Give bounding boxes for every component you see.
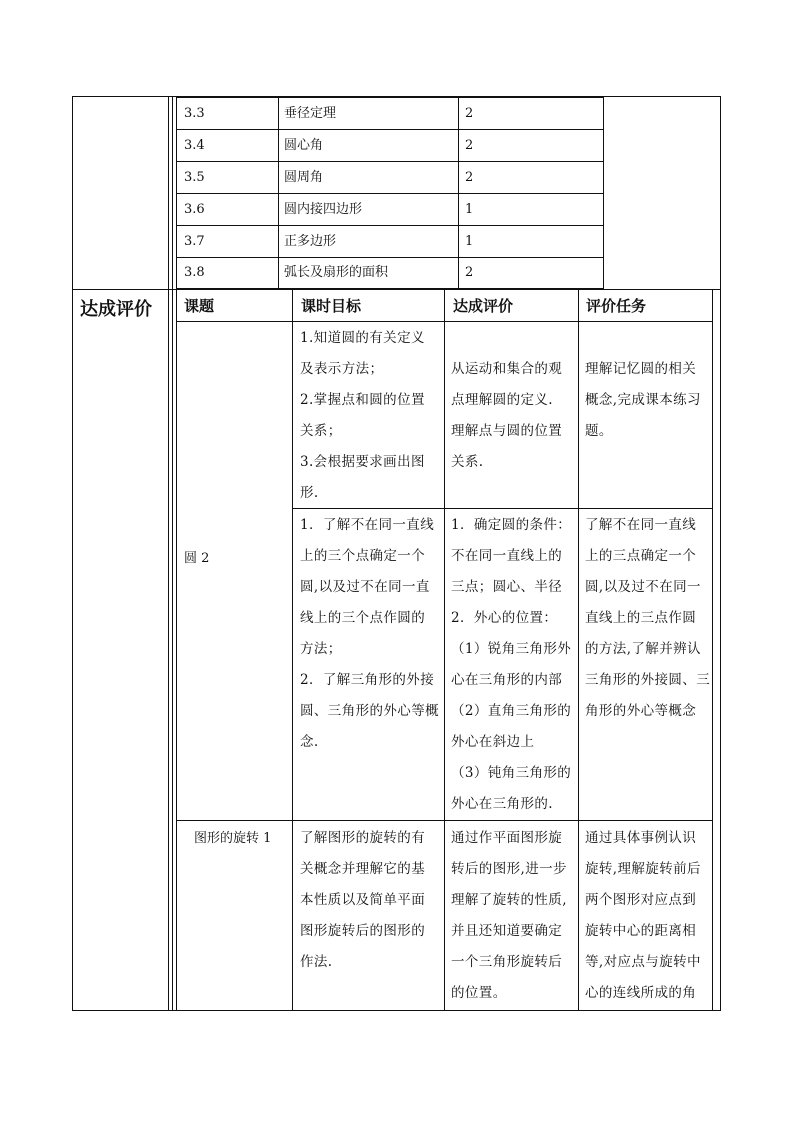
lesson-table-line <box>176 288 604 289</box>
block1-goal-line: 3.会根据要求画出图 <box>300 454 425 470</box>
block2-task-line: 了解不在同一直线 <box>585 517 697 533</box>
block3-evaluation-line: 转后的图形,进一步 <box>451 861 567 877</box>
block2-task-line: 上的三点确定一个 <box>585 548 697 564</box>
lesson-table-line <box>603 97 604 289</box>
lesson-title: 圆心角 <box>284 138 324 153</box>
topic-rotation: 图形的旋转 1 <box>194 831 272 846</box>
block1-goal-line: 2.掌握点和圆的位置 <box>300 392 425 408</box>
outer-left-border <box>72 96 73 1011</box>
lesson-table-line <box>176 193 604 194</box>
block1-task-line: 概念,完成课本练习 <box>585 392 701 408</box>
block2-evaluation-line: （2）直角三角形的 <box>451 703 572 719</box>
eval-table-line <box>712 290 713 1010</box>
block3-evaluation-line: 一个三角形旋转后 <box>451 954 563 970</box>
header-topic: 课题 <box>184 297 215 315</box>
block2-goal-line: 念. <box>300 734 319 750</box>
lesson-number: 3.7 <box>184 234 205 249</box>
lesson-hours: 2 <box>465 138 474 153</box>
block2-goal-line: 圆,以及过不在同一直 <box>300 579 430 595</box>
block2-goal-line: 上的三个点确定一个 <box>300 548 426 564</box>
block2-evaluation-line: 三点；圆心、半径 <box>451 579 563 595</box>
lesson-table-line <box>458 97 459 289</box>
block1-goal-line: 及表示方法； <box>300 361 384 377</box>
lesson-hours: 1 <box>465 234 474 249</box>
lesson-number: 3.3 <box>184 106 205 121</box>
topic-circle: 圆 2 <box>184 551 210 566</box>
eval-table-line <box>444 290 445 1010</box>
block2-evaluation-line: 2．外心的位置： <box>451 610 558 626</box>
lesson-hours: 1 <box>465 202 474 217</box>
block1-goal-line: 关系； <box>300 423 342 439</box>
block2-goal-line: 1．了解不在同一直线 <box>300 517 435 533</box>
block2-evaluation-line: 1．确定圆的条件： <box>451 517 572 533</box>
block2-evaluation-line: 外心在三角形的. <box>451 796 553 812</box>
header-task: 评价任务 <box>586 297 647 315</box>
block1-goal-line: 1.知道圆的有关定义 <box>300 330 425 346</box>
block2-task-line: 角形的外心等概念 <box>585 703 697 719</box>
block1-evaluation-line: 理解点与圆的位置 <box>451 423 563 439</box>
header-evaluation: 达成评价 <box>453 297 514 315</box>
lesson-number: 3.6 <box>184 202 205 217</box>
block3-task-line: 旋转,理解旋转前后 <box>585 861 701 877</box>
block3-evaluation-line: 理解了旋转的性质, <box>451 892 567 908</box>
lesson-title: 弧长及扇形的面积 <box>284 265 389 280</box>
block3-task-line: 通过具体事例认识 <box>585 830 697 846</box>
block2-evaluation-line: （3）钝角三角形的 <box>451 765 572 781</box>
lesson-table-line <box>176 97 177 289</box>
lesson-table-line <box>176 225 604 226</box>
outer-bottom-border <box>72 1010 721 1011</box>
block3-task-line: 心的连线所成的角 <box>585 985 697 1001</box>
lesson-table-line <box>278 97 279 289</box>
lesson-number: 3.5 <box>184 170 205 185</box>
block1-evaluation-line: 点理解圆的定义. <box>451 392 553 408</box>
block1-evaluation-line: 关系. <box>451 454 484 470</box>
section-label-evaluation: 达成评价 <box>80 299 152 320</box>
block2-evaluation-line: 心在三角形的内部 <box>451 672 563 688</box>
header-goal: 课时目标 <box>301 297 362 315</box>
section-divider <box>72 289 721 290</box>
block3-task-line: 等,对应点与旋转中 <box>585 954 701 970</box>
lesson-table-line <box>176 161 604 162</box>
block2-evaluation-line: （1）锐角三角形外 <box>451 641 572 657</box>
block2-evaluation-line: 外心在斜边上 <box>451 734 535 750</box>
lesson-number: 3.8 <box>184 265 205 280</box>
block3-evaluation-line: 的位置。 <box>451 985 507 1001</box>
block3-goal-line: 了解图形的旋转的有 <box>300 830 426 846</box>
block1-task-line: 理解记忆圆的相关 <box>585 361 697 377</box>
block3-evaluation-line: 并且还知道要确定 <box>451 923 563 939</box>
lesson-number: 3.4 <box>184 138 205 153</box>
lesson-title: 正多边形 <box>284 234 337 249</box>
block3-task-line: 两个图形对应点到 <box>585 892 697 908</box>
label-column-divider-inner <box>172 96 173 1011</box>
block2-goal-line: 圆、三角形的外心等概 <box>300 703 439 719</box>
lesson-hours: 2 <box>465 106 474 121</box>
block1-evaluation-line: 从运动和集合的观 <box>451 361 563 377</box>
block2-task-line: 的方法,了解并辨认 <box>585 641 701 657</box>
lesson-table-line <box>176 129 604 130</box>
lesson-hours: 2 <box>465 265 474 280</box>
eval-table-line <box>578 290 579 1010</box>
block3-goal-line: 本性质以及简单平面 <box>300 892 426 908</box>
eval-table-line <box>292 508 713 509</box>
lesson-title: 圆周角 <box>284 170 324 185</box>
label-column-divider <box>168 96 169 1011</box>
lesson-title: 圆内接四边形 <box>284 202 363 217</box>
block2-goal-line: 方法； <box>300 641 342 657</box>
block3-goal-line: 关概念并理解它的基 <box>300 861 426 877</box>
lesson-title: 垂径定理 <box>284 106 337 121</box>
block1-task-line: 题。 <box>585 423 613 439</box>
block2-task-line: 圆,以及过不在同一 <box>585 579 701 595</box>
outer-right-border <box>720 96 721 1011</box>
block3-goal-line: 图形旋转后的图形的 <box>300 923 426 939</box>
eval-table-line <box>176 290 177 1010</box>
block3-goal-line: 作法. <box>300 954 333 970</box>
block2-evaluation-line: 不在同一直线上的 <box>451 548 563 564</box>
lesson-hours: 2 <box>465 170 474 185</box>
block3-task-line: 旋转中心的距离相 <box>585 923 697 939</box>
block2-goal-line: 线上的三个点作圆的 <box>300 610 426 626</box>
block1-goal-line: 形. <box>300 485 319 501</box>
lesson-table-line <box>176 97 604 98</box>
block2-task-line: 直线上的三点作圆 <box>585 610 697 626</box>
block3-evaluation-line: 通过作平面图形旋 <box>451 830 563 846</box>
lesson-table-line <box>176 257 604 258</box>
block2-goal-line: 2．了解三角形的外接 <box>300 672 435 688</box>
block2-task-line: 三角形的外接圆、三 <box>585 672 711 688</box>
eval-table-line <box>292 290 293 1010</box>
